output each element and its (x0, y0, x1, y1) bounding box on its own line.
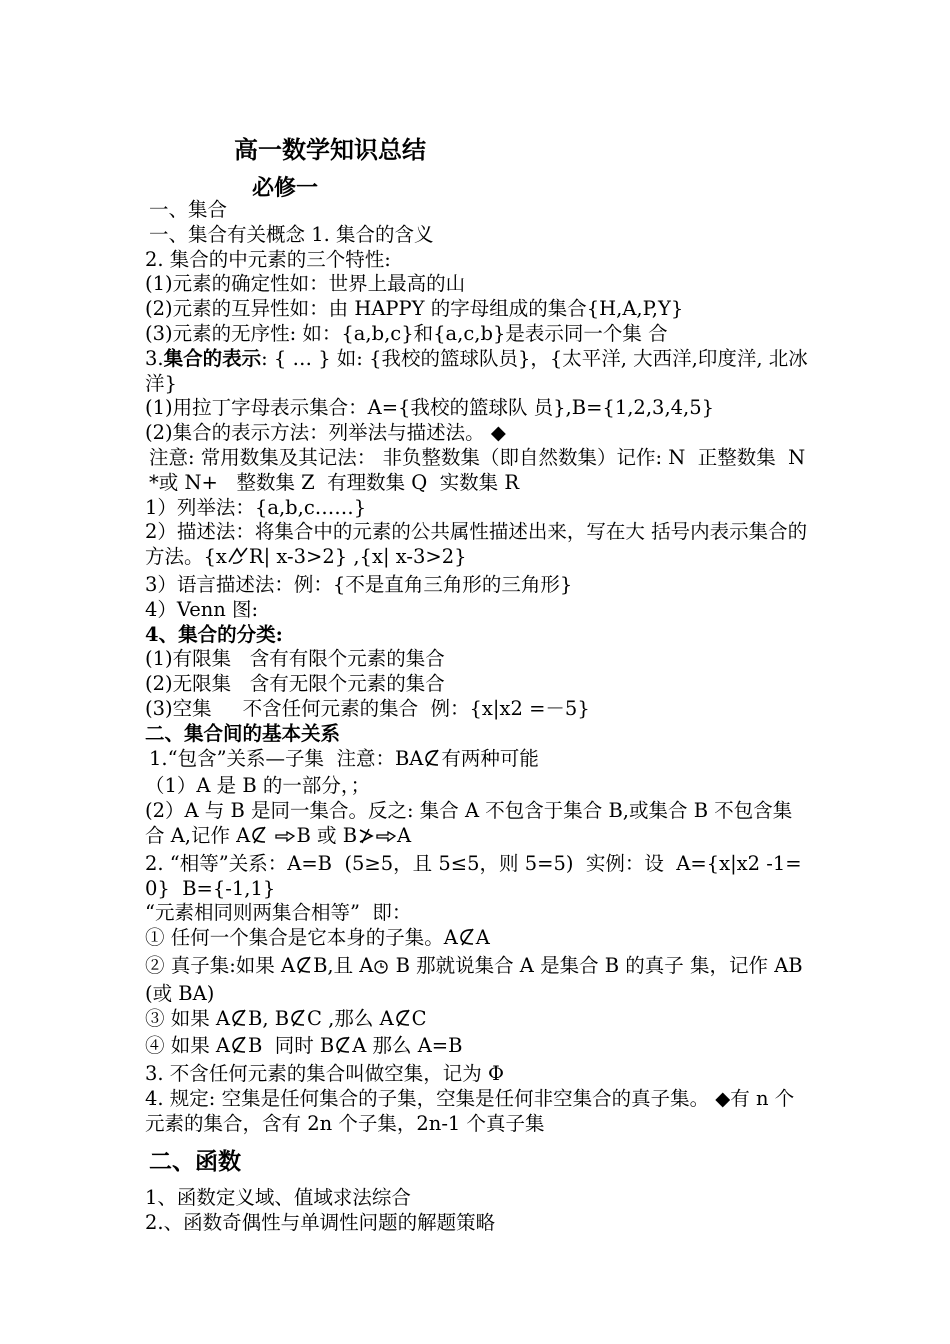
text-line: 注意: 常用数集及其记法： 非负整数集（即自然数集）记作: N 正整数集 N*或 N+ 整数集 Z 有理数集 Q 实数集 R (149, 445, 806, 494)
subset-glyph-icon (289, 1008, 307, 1035)
text-line: 4. 规定: 空集是任何集合的子集，空集是任何非空集合的真子集。 ◆有 n 个元素的集合，含有 2n 个子集，2n-1 个真子集 (145, 1086, 795, 1135)
section-heading-sets: 一、集合 (149, 198, 228, 221)
subset-glyph-icon (295, 955, 313, 982)
text-line: 4）Venn 图: (145, 597, 259, 621)
text-line: 一、集合有关概念 1. 集合的含义 (149, 222, 434, 246)
text-fragment: 1.“包含”关系—子集 注意：BA (149, 746, 424, 770)
text-line: 2.、函数奇偶性与单调性问题的解题策略 (145, 1211, 496, 1235)
clock-glyph-icon (373, 957, 389, 982)
text-line: （1）A 是 B 的一部分，； (145, 774, 371, 798)
text-line: (1)有限集 含有有限个元素的集合 (145, 647, 445, 671)
text-line: (2)无限集 含有无限个元素的集合 (145, 672, 445, 696)
subset-glyph-icon (458, 927, 476, 954)
text-line: 1、函数定义域、值域求法综合 (145, 1186, 411, 1210)
bold-term: 集合的表示 (163, 346, 262, 370)
section-heading-classification: 4、集合的分类: (145, 622, 283, 646)
text-fragment: A (397, 823, 412, 847)
text-fragment: B 或 B (296, 823, 358, 847)
text-line (145, 954, 810, 1007)
subset-glyph-icon (423, 748, 441, 775)
page-subtitle: 必修一 (252, 175, 319, 201)
text-fragment: ① 任何一个集合是它本身的子集。A (145, 926, 458, 950)
page-title: 高一数学知识总结 (234, 135, 426, 164)
subset-glyph-icon (394, 1008, 412, 1035)
subset-glyph-icon (334, 1035, 352, 1062)
text-line (145, 926, 810, 954)
text-line: 3. 不含任何元素的集合叫做空集，记为 Φ (145, 1062, 504, 1086)
pointing-glyph-icon (274, 827, 296, 852)
section-heading-relations: 二、集合间的基本关系 (145, 721, 341, 745)
text-fragment: A (475, 926, 490, 950)
text-fragment: : { … } 如: {我校的篮球队员}，{太平洋, 大西洋,印度洋, 北冰洋} (145, 346, 808, 395)
text-line (145, 747, 810, 775)
text-line (145, 799, 810, 852)
text-fragment: B, B (247, 1006, 290, 1030)
text-line: (2)集合的表示方法：列举法与描述法。 ◆ (145, 421, 506, 445)
text-fragment: C (411, 1006, 427, 1030)
text-fragment: A 那么 A=B (352, 1034, 463, 1058)
not-subset-glyph-icon (357, 827, 375, 852)
text-line: 2. “相等”关系：A=B (5≥5，且 5≤5，则 5=5) 实例：设 A={x|x2 -1=0} B={-1,1} (145, 851, 802, 900)
text-line: (3)空集 不含任何元素的集合 例：{x|x2 =－5} (145, 696, 590, 720)
pointing-glyph-icon (375, 827, 397, 852)
subset-glyph-icon (230, 1035, 248, 1062)
text-line (145, 347, 810, 397)
text-line: “元素相同则两集合相等” 即： (145, 901, 412, 925)
text-fragment: ② 真子集:如果 A (145, 953, 296, 977)
text-line (145, 1034, 810, 1062)
text-line (145, 520, 810, 573)
subset-glyph-icon (230, 1008, 248, 1035)
text-line (145, 1007, 810, 1035)
text-fragment: ③ 如果 A (145, 1006, 230, 1030)
text-line: 2. 集合的中元素的三个特性: (145, 247, 391, 271)
text-line: (1)元素的确定性如：世界上最高的山 (145, 272, 466, 296)
section-heading-functions: 二、函数 (149, 1148, 241, 1176)
text-line: 1）列举法：{a,b,c……} (145, 495, 367, 519)
text-fragment: (2）A 与 B 是同一集合。反之: 集合 A 不包含于集合 B,或集合 B 不包含集合 A,记作 A (145, 799, 793, 847)
text-fragment: 2）描述法：将集合中的元素的公共属性描述出来，写在大 括号内表示集合的方法。{x (145, 520, 808, 569)
text-fragment: B,且 A (313, 953, 374, 977)
text-line: (2)元素的互异性如：由 HAPPY 的字母组成的集合{H,A,P,Y} (145, 297, 684, 321)
text-line: (3)元素的无序性: 如：{a,b,c}和{a,c,b}是表示同一个集 合 (145, 321, 668, 345)
text-fragment: R| x-3>2} ,{x| x-3>2} (248, 545, 467, 569)
subset-glyph-icon (250, 825, 268, 852)
text-line: (1)用拉丁字母表示集合：A={我校的篮球队 员},B={1,2,3,4,5} (145, 396, 715, 420)
text-fragment: B 同时 B (247, 1034, 335, 1058)
text-line: 3）语言描述法：例：{不是直角三角形的三角形} (145, 572, 573, 596)
element-of-glyph-icon (227, 546, 249, 573)
text-fragment: B 那就说集合 A 是集合 B 的真子 集，记作 AB(或 BA) (145, 953, 803, 1005)
text-fragment: 有两种可能 (441, 746, 539, 770)
text-fragment: C ,那么 A (307, 1006, 394, 1030)
document-body (145, 198, 810, 1236)
text-fragment: ④ 如果 A (145, 1034, 230, 1058)
text-fragment: 3. (145, 346, 164, 370)
